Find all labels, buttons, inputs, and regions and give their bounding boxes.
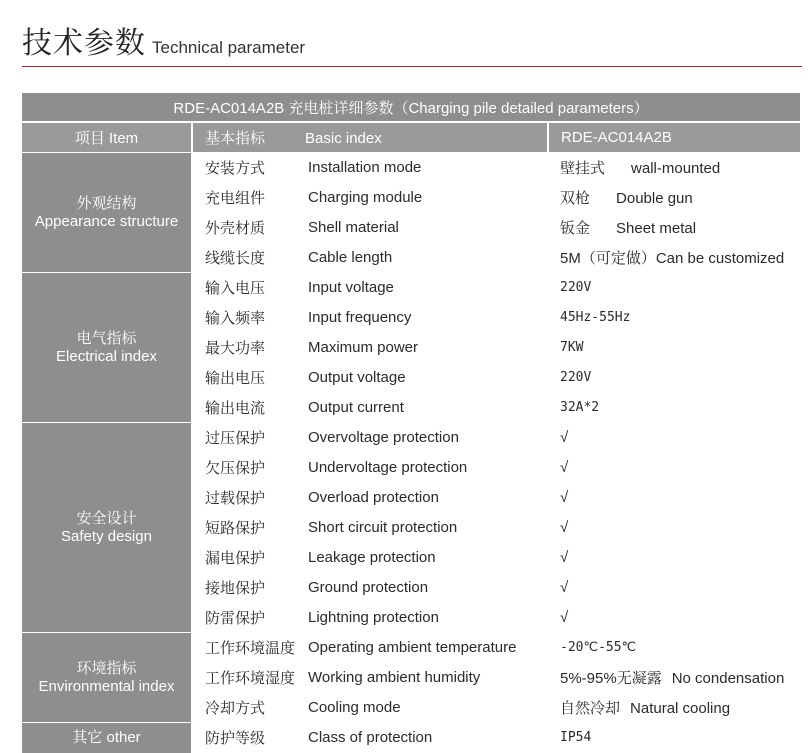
table-row xyxy=(22,633,800,663)
value-cn: √ xyxy=(560,609,569,626)
param-cn: 过压保护 xyxy=(192,423,296,453)
param-cn: 短路保护 xyxy=(192,513,296,543)
value-cn: 5M（可定做） xyxy=(560,250,656,267)
param-en: Overload protection xyxy=(296,483,548,513)
value-cn: 5%-95%无凝露 xyxy=(560,670,662,687)
value-cn: 7KW xyxy=(560,340,584,355)
category-cell xyxy=(22,273,192,423)
param-en: Maximum power xyxy=(296,333,548,363)
value-cn: √ xyxy=(560,489,569,506)
param-en: Output voltage xyxy=(296,363,548,393)
header-basic-en: Basic index xyxy=(305,130,382,147)
header-basic xyxy=(192,122,548,153)
param-cn: 工作环境温度 xyxy=(192,633,296,663)
param-cn: 输出电流 xyxy=(192,393,296,423)
param-cn: 过载保护 xyxy=(192,483,296,513)
category-cn: 环境指标 xyxy=(76,659,137,677)
value-cn: √ xyxy=(560,429,569,446)
param-value xyxy=(548,213,800,243)
heading-divider xyxy=(22,66,802,67)
value-cn: √ xyxy=(560,549,569,566)
param-value xyxy=(548,543,800,573)
value-cn: 220V xyxy=(560,370,592,385)
param-value xyxy=(548,483,800,513)
value-en: Can be customized xyxy=(655,250,785,267)
category-cn: 安全设计 xyxy=(76,509,137,527)
heading-cn: 技术参数 xyxy=(22,26,146,61)
param-en: Class of protection xyxy=(296,723,548,753)
value-en: Double gun xyxy=(616,190,693,207)
param-value xyxy=(548,513,800,543)
param-value xyxy=(548,633,800,663)
value-cn: 钣金 xyxy=(560,220,591,237)
category-cell xyxy=(22,633,192,723)
param-cn: 线缆长度 xyxy=(192,243,296,273)
param-value xyxy=(548,603,800,633)
param-en: Cooling mode xyxy=(296,693,548,723)
category-en: Safety design xyxy=(61,527,152,545)
param-value xyxy=(548,183,800,213)
param-cn: 冷却方式 xyxy=(192,693,296,723)
param-cn: 输入频率 xyxy=(192,303,296,333)
param-value xyxy=(548,393,800,423)
param-en: Installation mode xyxy=(296,153,548,183)
param-value xyxy=(548,663,800,693)
heading-en: Technical parameter xyxy=(152,38,306,57)
param-en: Ground protection xyxy=(296,573,548,603)
param-cn: 输入电压 xyxy=(192,273,296,303)
value-cn: -20℃-55℃ xyxy=(560,640,637,655)
category-cn: 其它 xyxy=(72,728,103,746)
value-en: No condensation xyxy=(671,670,785,687)
param-value xyxy=(548,693,800,723)
category-en: Environmental index xyxy=(38,677,175,695)
table-title: RDE-AC014A2B 充电桩详细参数（Charging pile detailed parameters） xyxy=(22,93,800,122)
value-cn: √ xyxy=(560,579,569,596)
param-en: Leakage protection xyxy=(296,543,548,573)
category-cn: 外观结构 xyxy=(76,194,137,212)
value-cn: 220V xyxy=(560,280,592,295)
param-cn: 安装方式 xyxy=(192,153,296,183)
param-value xyxy=(548,723,800,753)
table-row xyxy=(22,153,800,183)
param-value xyxy=(548,363,800,393)
param-en: Input voltage xyxy=(296,273,548,303)
param-cn: 输出电压 xyxy=(192,363,296,393)
table-row xyxy=(22,723,800,753)
table-title-row xyxy=(22,93,800,122)
param-en: Shell material xyxy=(296,213,548,243)
param-cn: 漏电保护 xyxy=(192,543,296,573)
value-en: wall-mounted xyxy=(631,160,721,177)
table-row xyxy=(22,273,800,303)
param-en: Input frequency xyxy=(296,303,548,333)
param-en: Operating ambient temperature xyxy=(296,633,548,663)
category-en: Electrical index xyxy=(56,347,157,365)
param-en: Cable length xyxy=(296,243,548,273)
param-en: Charging module xyxy=(296,183,548,213)
category-en: Appearance structure xyxy=(34,212,179,230)
value-en: Sheet metal xyxy=(616,220,697,237)
param-value xyxy=(548,333,800,363)
param-en: Short circuit protection xyxy=(296,513,548,543)
value-cn: 自然冷却 xyxy=(560,700,621,717)
param-value xyxy=(548,573,800,603)
header-model: RDE-AC014A2B xyxy=(548,122,800,153)
value-en: Natural cooling xyxy=(630,700,731,717)
param-cn: 最大功率 xyxy=(192,333,296,363)
value-cn: √ xyxy=(560,459,569,476)
category-cell xyxy=(22,723,192,753)
param-cn: 外壳材质 xyxy=(192,213,296,243)
category-cn: 电气指标 xyxy=(76,329,137,347)
param-en: Lightning protection xyxy=(296,603,548,633)
param-cn: 工作环境湿度 xyxy=(192,663,296,693)
param-en: Output current xyxy=(296,393,548,423)
param-en: Overvoltage protection xyxy=(296,423,548,453)
param-cn: 欠压保护 xyxy=(192,453,296,483)
param-cn: 防雷保护 xyxy=(192,603,296,633)
param-en: Working ambient humidity xyxy=(296,663,548,693)
param-cn: 充电组件 xyxy=(192,183,296,213)
param-value xyxy=(548,423,800,453)
category-en: other xyxy=(106,728,141,746)
page-heading xyxy=(22,18,305,62)
param-value xyxy=(548,153,800,183)
category-cell xyxy=(22,423,192,633)
value-cn: 壁挂式 xyxy=(560,160,606,177)
value-cn: 45Hz-55Hz xyxy=(560,310,631,325)
param-cn: 接地保护 xyxy=(192,573,296,603)
value-cn: 双枪 xyxy=(560,190,591,207)
param-value xyxy=(548,303,800,333)
value-cn: 32A*2 xyxy=(560,400,600,415)
param-value xyxy=(548,453,800,483)
table-row xyxy=(22,423,800,453)
header-basic-cn: 基本指标 xyxy=(205,130,266,147)
param-value xyxy=(548,273,800,303)
param-en: Undervoltage protection xyxy=(296,453,548,483)
param-cn: 防护等级 xyxy=(192,723,296,753)
table-header-row xyxy=(22,122,800,153)
spec-table xyxy=(22,93,800,753)
value-cn: √ xyxy=(560,519,569,536)
param-value xyxy=(548,243,800,273)
header-item: 项目 Item xyxy=(22,122,192,153)
value-cn: IP54 xyxy=(560,730,592,745)
category-cell xyxy=(22,153,192,273)
